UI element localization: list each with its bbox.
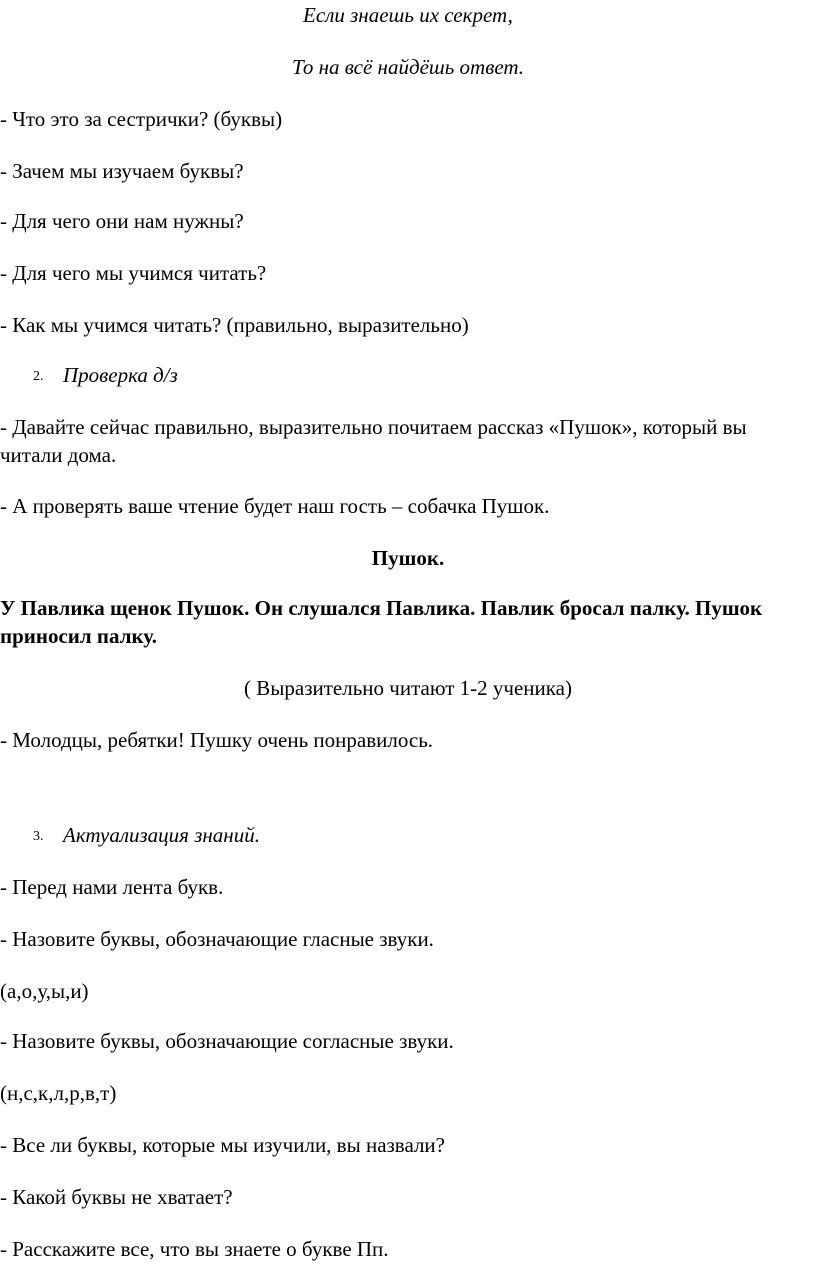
section-3-line-8: - Расскажите все, что вы знаете о букве Пп.	[0, 1237, 389, 1261]
section-2-paragraph-1: - Давайте сейчас правильно, выразительно почитаем рассказ «Пушок», который вы читали дома.	[0, 415, 747, 467]
question-5: - Как мы учимся читать? (правильно, выразительно)	[0, 313, 469, 337]
section-3-line-2: - Назовите буквы, обозначающие гласные звуки.	[0, 927, 434, 951]
story-text: У Павлика щенок Пушок. Он слушался Павлика. Павлик бросал палку. Пушок приносил палку.	[0, 596, 763, 648]
section-3-line-1: - Перед нами лента букв.	[0, 875, 224, 899]
question-2: - Зачем мы изучаем буквы?	[0, 159, 244, 183]
question-1: - Что это за сестрички? (буквы)	[0, 107, 283, 131]
section-2-paragraph-2: - А проверять ваше чтение будет наш гость – собачка Пушок.	[0, 494, 550, 518]
praise-line: - Молодцы, ребятки! Пушку очень понравилось.	[0, 728, 434, 752]
section-3-line-6: - Все ли буквы, которые мы изучили, вы назвали?	[0, 1133, 445, 1157]
question-4: - Для чего мы учимся читать?	[0, 261, 267, 285]
section-2-title: Проверка д/з	[63, 363, 178, 387]
section-3-number: 3.	[33, 829, 44, 844]
question-3: - Для чего они нам нужны?	[0, 209, 244, 233]
section-3-title: Актуализация знаний.	[63, 823, 260, 847]
reading-note: ( Выразительно читают 1-2 ученика)	[244, 676, 572, 700]
section-3-line-7: - Какой буквы не хватает?	[0, 1185, 233, 1209]
story-title: Пушок.	[371, 546, 445, 570]
consonants-answer: (н,с,к,л,р,в,т)	[0, 1081, 117, 1105]
poem-line-1: Если знаешь их секрет,	[303, 3, 513, 27]
section-2-number: 2.	[33, 369, 44, 384]
vowels-answer: (а,о,у,ы,и)	[0, 979, 89, 1003]
poem-line-2: То на всё найдёшь ответ.	[291, 55, 525, 79]
section-3-line-4: - Назовите буквы, обозначающие согласные звуки.	[0, 1029, 454, 1053]
